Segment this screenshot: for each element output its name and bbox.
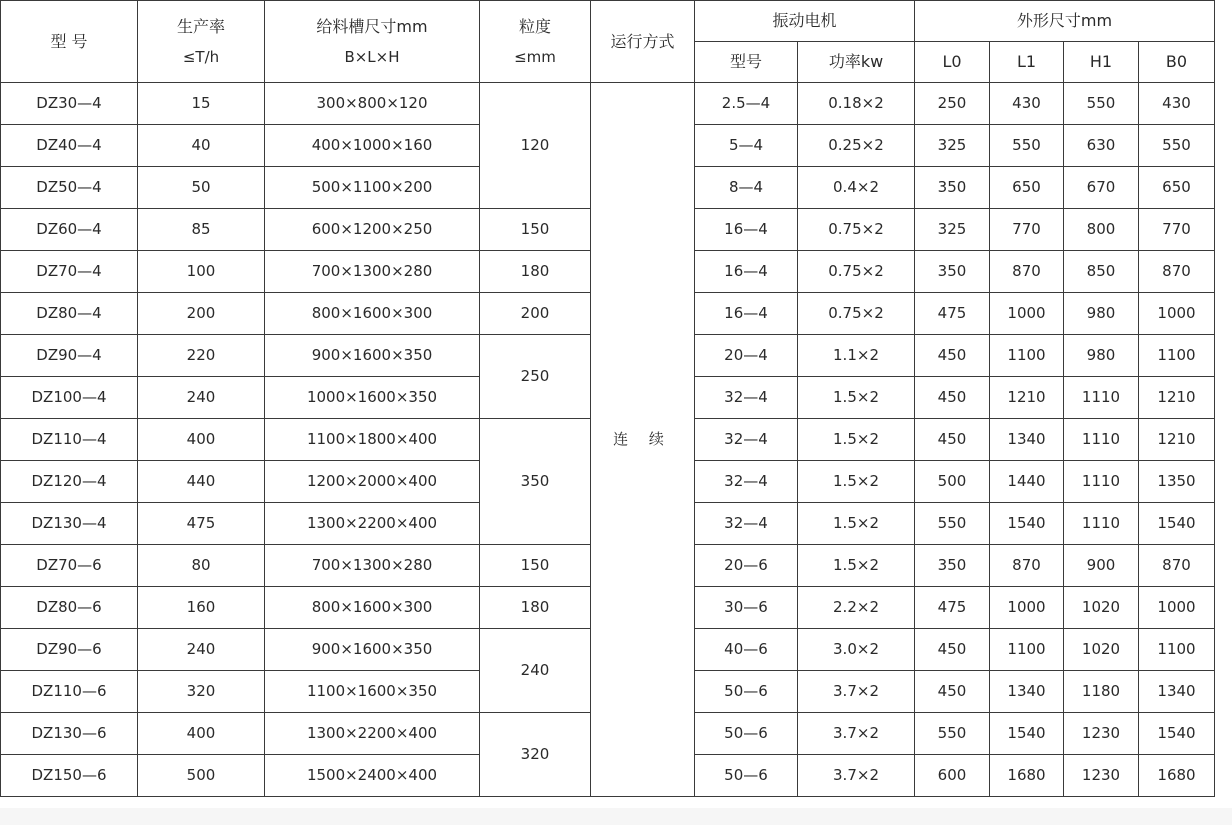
cell-B0: 770 — [1139, 209, 1215, 251]
cell-L0: 450 — [915, 419, 990, 461]
cell-trough: 1300×2200×400 — [265, 503, 480, 545]
cell-L1: 1100 — [990, 335, 1064, 377]
cell-L0: 350 — [915, 251, 990, 293]
cell-B0: 1100 — [1139, 335, 1215, 377]
cell-trough: 300×800×120 — [265, 83, 480, 125]
cell-B0: 430 — [1139, 83, 1215, 125]
cell-trough: 400×1000×160 — [265, 125, 480, 167]
cell-model: DZ40—4 — [1, 125, 138, 167]
cell-motor-power: 3.7×2 — [798, 755, 915, 797]
cell-granularity: 120 — [480, 83, 591, 209]
cell-model: DZ150—6 — [1, 755, 138, 797]
cell-H1: 1110 — [1064, 419, 1139, 461]
cell-L1: 430 — [990, 83, 1064, 125]
cell-motor-model: 30—6 — [695, 587, 798, 629]
header-L0: L0 — [915, 42, 990, 83]
cell-H1: 1110 — [1064, 461, 1139, 503]
header-capacity-label: 生产率 — [176, 16, 225, 36]
cell-model: DZ120—4 — [1, 461, 138, 503]
cell-B0: 1000 — [1139, 587, 1215, 629]
table-row — [1, 83, 1215, 125]
cell-L1: 1210 — [990, 377, 1064, 419]
cell-H1: 850 — [1064, 251, 1139, 293]
cell-H1: 1110 — [1064, 377, 1139, 419]
cell-capacity: 85 — [138, 209, 265, 251]
cell-motor-power: 1.5×2 — [798, 377, 915, 419]
cell-capacity: 80 — [138, 545, 265, 587]
header-granularity-unit: ≤mm — [514, 48, 556, 66]
cell-model: DZ80—6 — [1, 587, 138, 629]
cell-capacity: 400 — [138, 419, 265, 461]
cell-L1: 1540 — [990, 503, 1064, 545]
cell-L1: 1100 — [990, 629, 1064, 671]
cell-L0: 450 — [915, 671, 990, 713]
cell-L0: 550 — [915, 503, 990, 545]
cell-model: DZ100—4 — [1, 377, 138, 419]
cell-L1: 870 — [990, 251, 1064, 293]
cell-granularity: 150 — [480, 209, 591, 251]
cell-motor-power: 3.0×2 — [798, 629, 915, 671]
cell-H1: 980 — [1064, 335, 1139, 377]
cell-motor-model: 16—4 — [695, 209, 798, 251]
cell-B0: 1350 — [1139, 461, 1215, 503]
cell-trough: 1300×2200×400 — [265, 713, 480, 755]
cell-capacity: 320 — [138, 671, 265, 713]
cell-L0: 475 — [915, 293, 990, 335]
header-B0: B0 — [1139, 42, 1215, 83]
cell-H1: 670 — [1064, 167, 1139, 209]
header-motor: 振动电机 — [695, 1, 915, 42]
header-trough-unit: B×L×H — [344, 48, 400, 66]
cell-L0: 450 — [915, 335, 990, 377]
cell-motor-model: 16—4 — [695, 293, 798, 335]
cell-trough: 900×1600×350 — [265, 629, 480, 671]
cell-granularity: 180 — [480, 587, 591, 629]
cell-capacity: 200 — [138, 293, 265, 335]
cell-L0: 325 — [915, 209, 990, 251]
cell-capacity: 100 — [138, 251, 265, 293]
header-H1: H1 — [1064, 42, 1139, 83]
cell-motor-power: 0.75×2 — [798, 251, 915, 293]
cell-L0: 450 — [915, 629, 990, 671]
cell-motor-model: 50—6 — [695, 713, 798, 755]
cell-granularity: 350 — [480, 419, 591, 545]
cell-L1: 1340 — [990, 419, 1064, 461]
cell-motor-model: 32—4 — [695, 419, 798, 461]
cell-H1: 980 — [1064, 293, 1139, 335]
cell-trough: 700×1300×280 — [265, 545, 480, 587]
cell-motor-power: 0.25×2 — [798, 125, 915, 167]
cell-H1: 900 — [1064, 545, 1139, 587]
cell-model: DZ130—4 — [1, 503, 138, 545]
cell-B0: 870 — [1139, 545, 1215, 587]
cell-L1: 1000 — [990, 293, 1064, 335]
cell-H1: 1110 — [1064, 503, 1139, 545]
cell-L1: 1680 — [990, 755, 1064, 797]
cell-motor-power: 0.18×2 — [798, 83, 915, 125]
cell-H1: 1020 — [1064, 587, 1139, 629]
cell-B0: 1340 — [1139, 671, 1215, 713]
cell-B0: 550 — [1139, 125, 1215, 167]
cell-capacity: 40 — [138, 125, 265, 167]
cell-motor-model: 2.5—4 — [695, 83, 798, 125]
cell-motor-power: 1.5×2 — [798, 419, 915, 461]
header-motor-power: 功率kw — [798, 42, 915, 83]
cell-trough: 1100×1600×350 — [265, 671, 480, 713]
cell-motor-model: 20—4 — [695, 335, 798, 377]
cell-trough: 800×1600×300 — [265, 587, 480, 629]
header-motor-model: 型号 — [695, 42, 798, 83]
cell-capacity: 160 — [138, 587, 265, 629]
cell-B0: 1680 — [1139, 755, 1215, 797]
header-L1: L1 — [990, 42, 1064, 83]
header-operation: 运行方式 — [591, 1, 695, 83]
cell-model: DZ80—4 — [1, 293, 138, 335]
cell-trough: 600×1200×250 — [265, 209, 480, 251]
cell-L0: 350 — [915, 167, 990, 209]
cell-trough: 800×1600×300 — [265, 293, 480, 335]
cell-motor-power: 1.5×2 — [798, 461, 915, 503]
cell-capacity: 240 — [138, 629, 265, 671]
cell-model: DZ50—4 — [1, 167, 138, 209]
cell-model: DZ90—4 — [1, 335, 138, 377]
cell-B0: 1210 — [1139, 419, 1215, 461]
cell-trough: 1500×2400×400 — [265, 755, 480, 797]
cell-B0: 1210 — [1139, 377, 1215, 419]
cell-B0: 650 — [1139, 167, 1215, 209]
cell-motor-model: 50—6 — [695, 755, 798, 797]
cell-L0: 475 — [915, 587, 990, 629]
cell-motor-model: 8—4 — [695, 167, 798, 209]
cell-granularity: 250 — [480, 335, 591, 419]
cell-B0: 1540 — [1139, 503, 1215, 545]
cell-motor-power: 0.4×2 — [798, 167, 915, 209]
cell-L0: 450 — [915, 377, 990, 419]
cell-granularity: 200 — [480, 293, 591, 335]
cell-capacity: 500 — [138, 755, 265, 797]
cell-capacity: 240 — [138, 377, 265, 419]
cell-L0: 500 — [915, 461, 990, 503]
cell-L1: 1440 — [990, 461, 1064, 503]
header-dims: 外形尺寸mm — [915, 1, 1215, 42]
cell-trough: 1100×1800×400 — [265, 419, 480, 461]
cell-motor-power: 0.75×2 — [798, 209, 915, 251]
cell-trough: 700×1300×280 — [265, 251, 480, 293]
cell-capacity: 15 — [138, 83, 265, 125]
cell-model: DZ70—6 — [1, 545, 138, 587]
cell-motor-power: 2.2×2 — [798, 587, 915, 629]
cell-L0: 550 — [915, 713, 990, 755]
cell-granularity: 150 — [480, 545, 591, 587]
cell-L0: 250 — [915, 83, 990, 125]
cell-L1: 550 — [990, 125, 1064, 167]
cell-model: DZ130—6 — [1, 713, 138, 755]
cell-motor-model: 50—6 — [695, 671, 798, 713]
cell-H1: 1230 — [1064, 713, 1139, 755]
footer-strip — [0, 808, 1232, 825]
cell-motor-power: 3.7×2 — [798, 671, 915, 713]
cell-trough: 1000×1600×350 — [265, 377, 480, 419]
cell-motor-model: 32—4 — [695, 377, 798, 419]
header-granularity — [480, 1, 591, 83]
table-body — [1, 83, 1215, 797]
cell-granularity: 180 — [480, 251, 591, 293]
header-trough — [265, 1, 480, 83]
cell-granularity: 320 — [480, 713, 591, 797]
cell-motor-power: 1.5×2 — [798, 545, 915, 587]
cell-H1: 630 — [1064, 125, 1139, 167]
cell-L1: 650 — [990, 167, 1064, 209]
header-model: 型 号 — [1, 1, 138, 83]
cell-L1: 770 — [990, 209, 1064, 251]
cell-motor-model: 16—4 — [695, 251, 798, 293]
cell-model: DZ90—6 — [1, 629, 138, 671]
cell-capacity: 400 — [138, 713, 265, 755]
cell-capacity: 220 — [138, 335, 265, 377]
cell-motor-power: 1.5×2 — [798, 503, 915, 545]
cell-model: DZ70—4 — [1, 251, 138, 293]
cell-B0: 1000 — [1139, 293, 1215, 335]
cell-motor-power: 0.75×2 — [798, 293, 915, 335]
cell-H1: 800 — [1064, 209, 1139, 251]
cell-trough: 1200×2000×400 — [265, 461, 480, 503]
cell-capacity: 440 — [138, 461, 265, 503]
header-granularity-label: 粒度 — [518, 16, 551, 36]
cell-L1: 1540 — [990, 713, 1064, 755]
cell-motor-power: 1.1×2 — [798, 335, 915, 377]
cell-motor-model: 5—4 — [695, 125, 798, 167]
cell-capacity: 475 — [138, 503, 265, 545]
cell-L0: 600 — [915, 755, 990, 797]
cell-granularity: 240 — [480, 629, 591, 713]
cell-H1: 550 — [1064, 83, 1139, 125]
cell-motor-model: 40—6 — [695, 629, 798, 671]
cell-H1: 1180 — [1064, 671, 1139, 713]
header-capacity-unit: ≤T/h — [182, 48, 220, 66]
cell-L1: 1000 — [990, 587, 1064, 629]
cell-model: DZ110—6 — [1, 671, 138, 713]
cell-trough: 900×1600×350 — [265, 335, 480, 377]
cell-trough: 500×1100×200 — [265, 167, 480, 209]
cell-model: DZ110—4 — [1, 419, 138, 461]
cell-H1: 1230 — [1064, 755, 1139, 797]
cell-motor-power: 3.7×2 — [798, 713, 915, 755]
cell-operation: 连 续 — [591, 83, 695, 797]
cell-motor-model: 20—6 — [695, 545, 798, 587]
header-row-1 — [1, 1, 1215, 42]
cell-model: DZ30—4 — [1, 83, 138, 125]
header-trough-label: 给料槽尺寸mm — [316, 16, 428, 36]
cell-motor-model: 32—4 — [695, 503, 798, 545]
cell-B0: 1100 — [1139, 629, 1215, 671]
cell-L0: 325 — [915, 125, 990, 167]
cell-model: DZ60—4 — [1, 209, 138, 251]
cell-L1: 870 — [990, 545, 1064, 587]
cell-motor-model: 32—4 — [695, 461, 798, 503]
header-capacity — [138, 1, 265, 83]
cell-B0: 870 — [1139, 251, 1215, 293]
cell-B0: 1540 — [1139, 713, 1215, 755]
cell-capacity: 50 — [138, 167, 265, 209]
cell-L1: 1340 — [990, 671, 1064, 713]
cell-H1: 1020 — [1064, 629, 1139, 671]
cell-L0: 350 — [915, 545, 990, 587]
